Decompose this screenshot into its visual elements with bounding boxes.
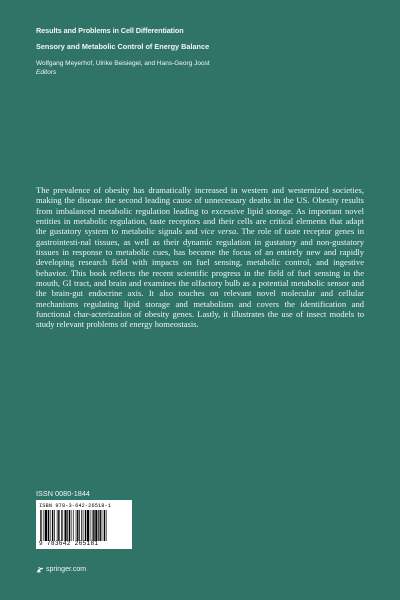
- isbn-text: ISBN 978-3-642-26518-1: [39, 503, 112, 509]
- editors-names: Wolfgang Meyerhof, Ulrike Beisiegel, and Hans-Georg Joost: [36, 60, 210, 67]
- description-part-1: The prevalence of obesity has dramatically increased in western and westernized societies, making the disease the second leading cause of unnecessary deaths in the US. Obesity results from imbalanced metabolic regulation leading to excessive lipid storage. As important novel entities in metabolic regulation, taste receptors and their cells are critical elements that adapt the gustatory system to metabolic signals and: [36, 185, 364, 237]
- publisher-url[interactable]: springer.com: [46, 566, 87, 573]
- book-title: Sensory and Metabolic Control of Energy Balance: [36, 42, 210, 51]
- series-title: Results and Problems in Cell Differentiation: [36, 26, 184, 35]
- cover-header: [36, 26, 366, 77]
- springer-horse-icon: [36, 566, 44, 574]
- editors-label: Editors: [36, 69, 57, 76]
- barcode-icon: [39, 510, 129, 541]
- book-description: [36, 185, 364, 330]
- description-part-2: . The role of taste receptor genes in gastrointesti-nal tissues, as well as their dynamic regulation in gustatory and non-gustatory tissues in response to metabolic cues, has become the focus of an entirely new and rapidly developing research field with impacts on fuel sensing, metabolic control, and ingestive behavior. This book reflects the recent scientific progress in the field of fuel sensing in the mouth, GI tract, and brain and examines the olfactory bulb as a potential metabolic sensor and the brain-gut endocrine axis. It also touches on relevant novel molecular and cellular mechanisms regulating lipid storage and metabolism and covers the identification and functional char-acterization of obesity genes. Lastly, it illustrates the use of insect models to study relevant problems of energy homeostasis.: [36, 226, 365, 330]
- barcode-digits: 9 783642 265181: [39, 540, 99, 547]
- publisher-block: [36, 566, 86, 574]
- issn-number: ISSN 0080-1844: [36, 489, 90, 498]
- isbn-barcode: [36, 500, 132, 549]
- description-italic-phrase: vice versa: [200, 226, 237, 237]
